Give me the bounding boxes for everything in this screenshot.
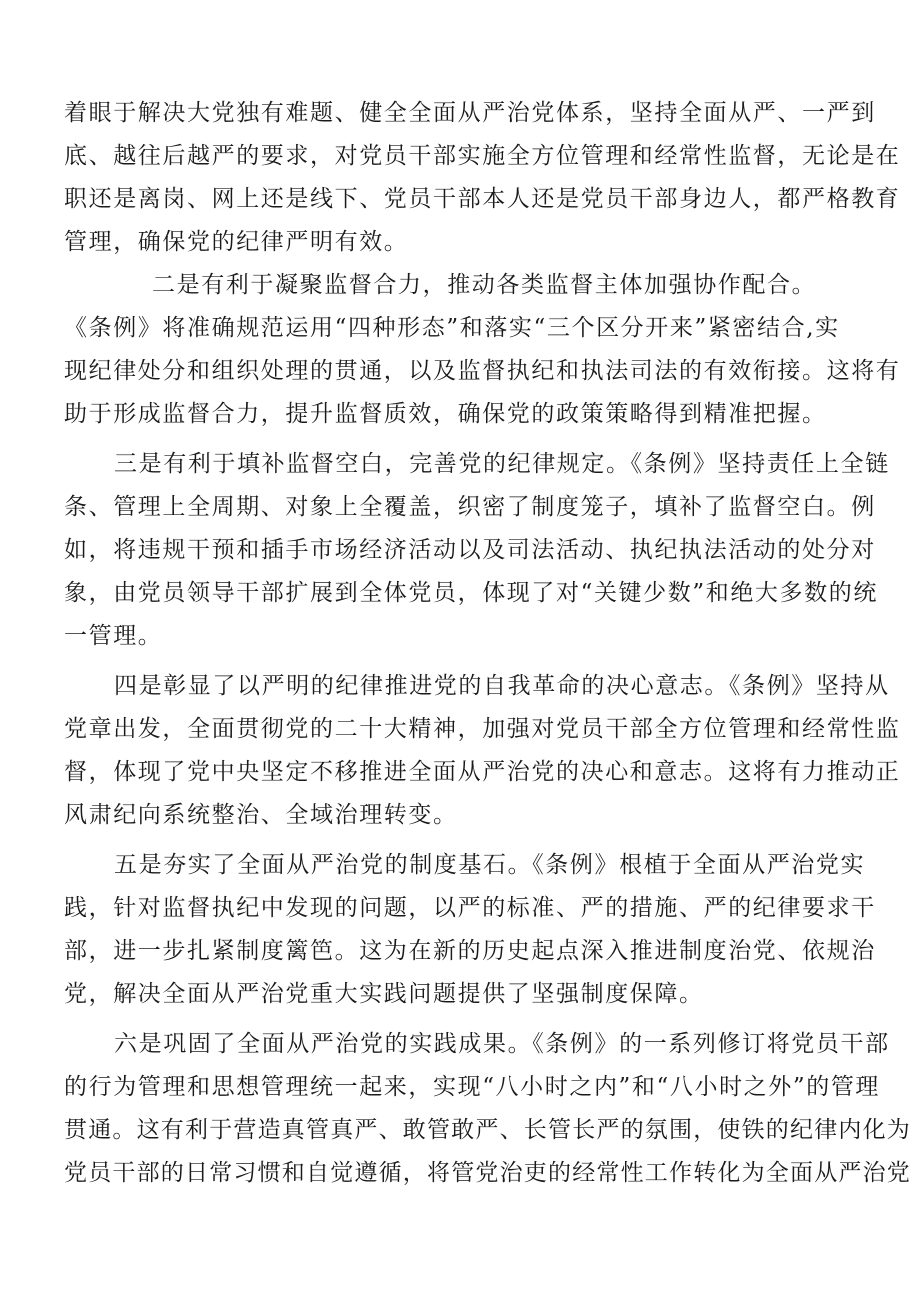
text-line: 现纪律处分和组织处理的贯通，以及监督执纪和执法司法的有效衔接。这将有	[64, 358, 901, 384]
text-line: 管理，确保党的纪律严明有效。	[64, 229, 409, 255]
text-line: 部，进一步扎紧制度篱笆。这为在新的历史起点深入推进制度治党、依规治	[64, 938, 876, 964]
text-line: 践，针对监督执纪中发现的问题，以严的标准、严的措施、严的纪律要求干	[64, 895, 876, 921]
text-line: 五是夯实了全面从严治党的制度基石。《条例》根植于全面从严治党实	[114, 852, 866, 878]
text-line: 督，体现了党中央坚定不移推进全面从严治党的决心和意志。这将有力推动正	[64, 759, 901, 785]
text-line: 一管理。	[64, 623, 163, 649]
text-line: 象，由党员领导干部扩展到全体党员，体现了对“关键少数”和绝大多数的统	[64, 580, 878, 606]
text-line: 着眼于解决大党独有难题、健全全面从严治党体系，坚持全面从严、一严到	[64, 100, 876, 126]
text-line: 风肃纪向系统整治、全域治理转变。	[64, 802, 458, 828]
text-line: 贯通。这有利于营造真管真严、敢管敢严、长管长严的氛围，使铁的纪律内化为	[64, 1117, 911, 1143]
text-line: 党，解决全面从严治党重大实践问题提供了坚强制度保障。	[64, 981, 704, 1007]
text-line: 四是彰显了以严明的纪律推进党的自我革命的决心意志。《条例》坚持从	[114, 673, 890, 699]
text-line: 三是有利于填补监督空白，完善党的纪律规定。《条例》坚持责任上全链	[114, 451, 890, 477]
text-line: 的行为管理和思想管理统一起来，实现“八小时之内”和“八小时之外”的管理	[64, 1074, 881, 1100]
text-line: 职还是离岗、网上还是线下、党员干部本人还是党员干部身边人，都严格教育	[64, 186, 901, 212]
text-line: 底、越往后越严的要求，对党员干部实施全方位管理和经常性监督，无论是在	[64, 143, 901, 169]
text-line: 党员干部的日常习惯和自觉遵循，将管党治吏的经常性工作转化为全面从严治党	[64, 1160, 911, 1186]
text-line: 党章出发，全面贯彻党的二十大精神，加强对党员干部全方位管理和经常性监	[64, 716, 901, 742]
text-line: 六是巩固了全面从严治党的实践成果。《条例》的一系列修订将党员干部	[114, 1031, 890, 1057]
text-line: 《条例》将准确规范运用“四种形态”和落实“三个区分开来”紧密结合,实	[64, 315, 840, 341]
text-line: 如，将违规干预和插手市场经济活动以及司法活动、执纪执法活动的处分对	[64, 537, 876, 563]
text-line: 二是有利于凝聚监督合力，推动各类监督主体加强协作配合。	[152, 272, 817, 298]
text-line: 助于形成监督合力，提升监督质效，确保党的政策策略得到精准把握。	[64, 401, 827, 427]
text-line: 条、管理上全周期、对象上全覆盖，织密了制度笼子，填补了监督空白。例	[64, 494, 876, 520]
